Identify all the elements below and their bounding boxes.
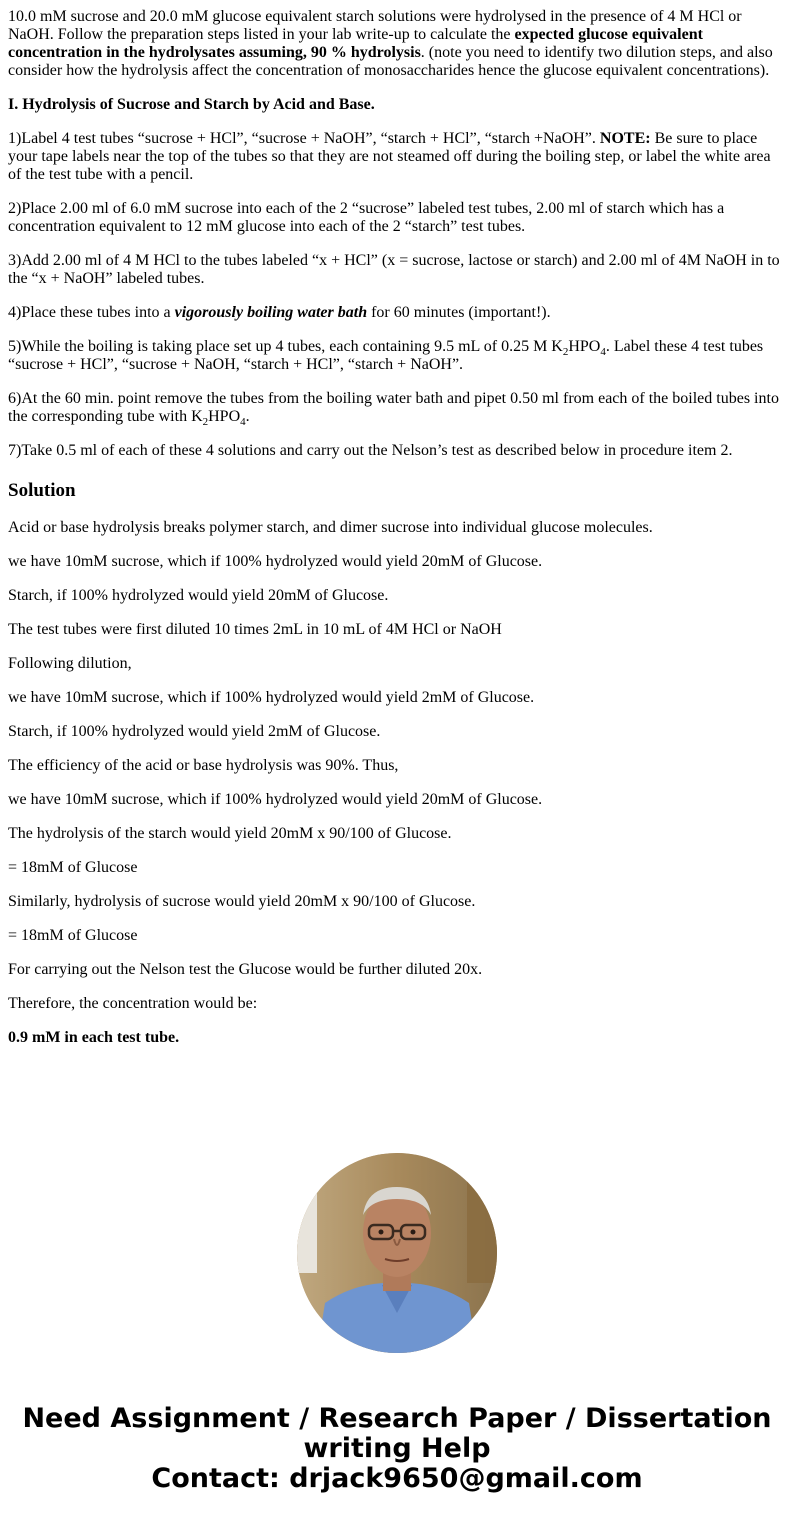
solution-line: Acid or base hydrolysis breaks polymer starch, and dimer sucrose into individual glucose molecules. [8, 519, 653, 536]
solution-line: we have 10mM sucrose, which if 100% hydrolyzed would yield 20mM of Glucose. [8, 553, 543, 570]
step-3: 3)Add 2.00 ml of 4 M HCl to the tubes labeled “x + HCl” (x = sucrose, lactose or starch) and 2.00 ml of 4M NaOH in to the “x + NaOH” labeled tubes. [8, 252, 780, 287]
solution-line: = 18mM of Glucose [8, 859, 138, 876]
author-avatar [297, 1153, 497, 1353]
step-6: 6)At the 60 min. point remove the tubes from the boiling water bath and pipet 0.50 ml from each of the boiled tubes into the corresponding tube with $K_2HPO_4$. [8, 390, 779, 428]
solution-heading: Solution [8, 480, 76, 501]
note-label: NOTE: [599, 130, 651, 147]
emphasis-text: vigorously boiling water bath [174, 304, 368, 321]
step-1: 1)Label 4 test tubes “sucrose + HCl”, “sucrose + NaOH”, “starch + HCl”, “starch +NaOH”. NOTE: Be sure to place your tape labels near the top of the tubes so that they are not steamed off during the boiling step, or label the white area of the test tube with a pencil. [8, 130, 771, 183]
promo-line: Need Assignment / Research Paper / Dissertation [22, 1403, 772, 1434]
solution-line: = 18mM of Glucose [8, 927, 138, 944]
solution-line: we have 10mM sucrose, which if 100% hydrolyzed would yield 20mM of Glucose. [8, 791, 543, 808]
promo-line: writing Help [303, 1433, 491, 1464]
solution-line: The test tubes were first diluted 10 times 2mL in 10 mL of 4M HCl or NaOH [8, 621, 502, 638]
step-5: 5)While the boiling is taking place set up 4 tubes, each containing 9.5 mL of 0.25 M $K_2HPO_4$. Label these 4 test tubes “sucrose + HCl”, “sucrose + NaOH, “starch + HCl”, “starch + NaOH”. [8, 338, 764, 373]
intro-note-text: . (note you need to identify two dilution steps, and also consider how the hydrolysis affect the concentration of monosaccharides hence the glucose equivalent concentrations). [8, 44, 773, 79]
solution-line: For carrying out the Nelson test the Glucose would be further diluted 20x. [8, 961, 483, 978]
promo-contact: Contact: drjack9650@gmail.com [151, 1463, 643, 1494]
solution-line: Similarly, hydrolysis of sucrose would yield 20mM x 90/100 of Glucose. [8, 893, 476, 910]
solution-line: Following dilution, [8, 655, 132, 672]
intro-text: 10.0 mM sucrose and 20.0 mM glucose equivalent starch solutions were hydrolysed in the presence of 4 M HCl or NaOH. Follow the preparation steps listed in your lab write-up to calculate the [8, 8, 742, 43]
promo-banner [0, 1404, 794, 1494]
solution-line: The hydrolysis of the starch would yield 20mM x 90/100 of Glucose. [8, 825, 452, 842]
intro-bold-text: expected glucose equivalent concentration in the hydrolysates assuming, 90 % hydrolysis [8, 26, 703, 61]
portrait-image [297, 1153, 497, 1353]
solution-answer: 0.9 mM in each test tube. [8, 1029, 180, 1046]
solution-line: Starch, if 100% hydrolyzed would yield 20mM of Glucose. [8, 587, 389, 604]
question-intro [8, 8, 786, 80]
document-body [8, 8, 786, 1063]
solution-line: Therefore, the concentration would be: [8, 995, 258, 1012]
solution-line: Starch, if 100% hydrolyzed would yield 2mM of Glucose. [8, 723, 381, 740]
section-heading: I. Hydrolysis of Sucrose and Starch by Acid and Base. [8, 96, 375, 113]
solution-line: The efficiency of the acid or base hydrolysis was 90%. Thus, [8, 757, 399, 774]
step-4: 4)Place these tubes into a vigorously boiling water bath for 60 minutes (important!). [8, 304, 551, 321]
step-7: 7)Take 0.5 ml of each of these 4 solutions and carry out the Nelson’s test as described below in procedure item 2. [8, 442, 733, 459]
step-2: 2)Place 2.00 ml of 6.0 mM sucrose into each of the 2 “sucrose” labeled test tubes, 2.00 ml of starch which has a concentration equivalent to 12 mM glucose into each of the 2 “starch” test tubes. [8, 200, 725, 235]
solution-line: we have 10mM sucrose, which if 100% hydrolyzed would yield 2mM of Glucose. [8, 689, 535, 706]
